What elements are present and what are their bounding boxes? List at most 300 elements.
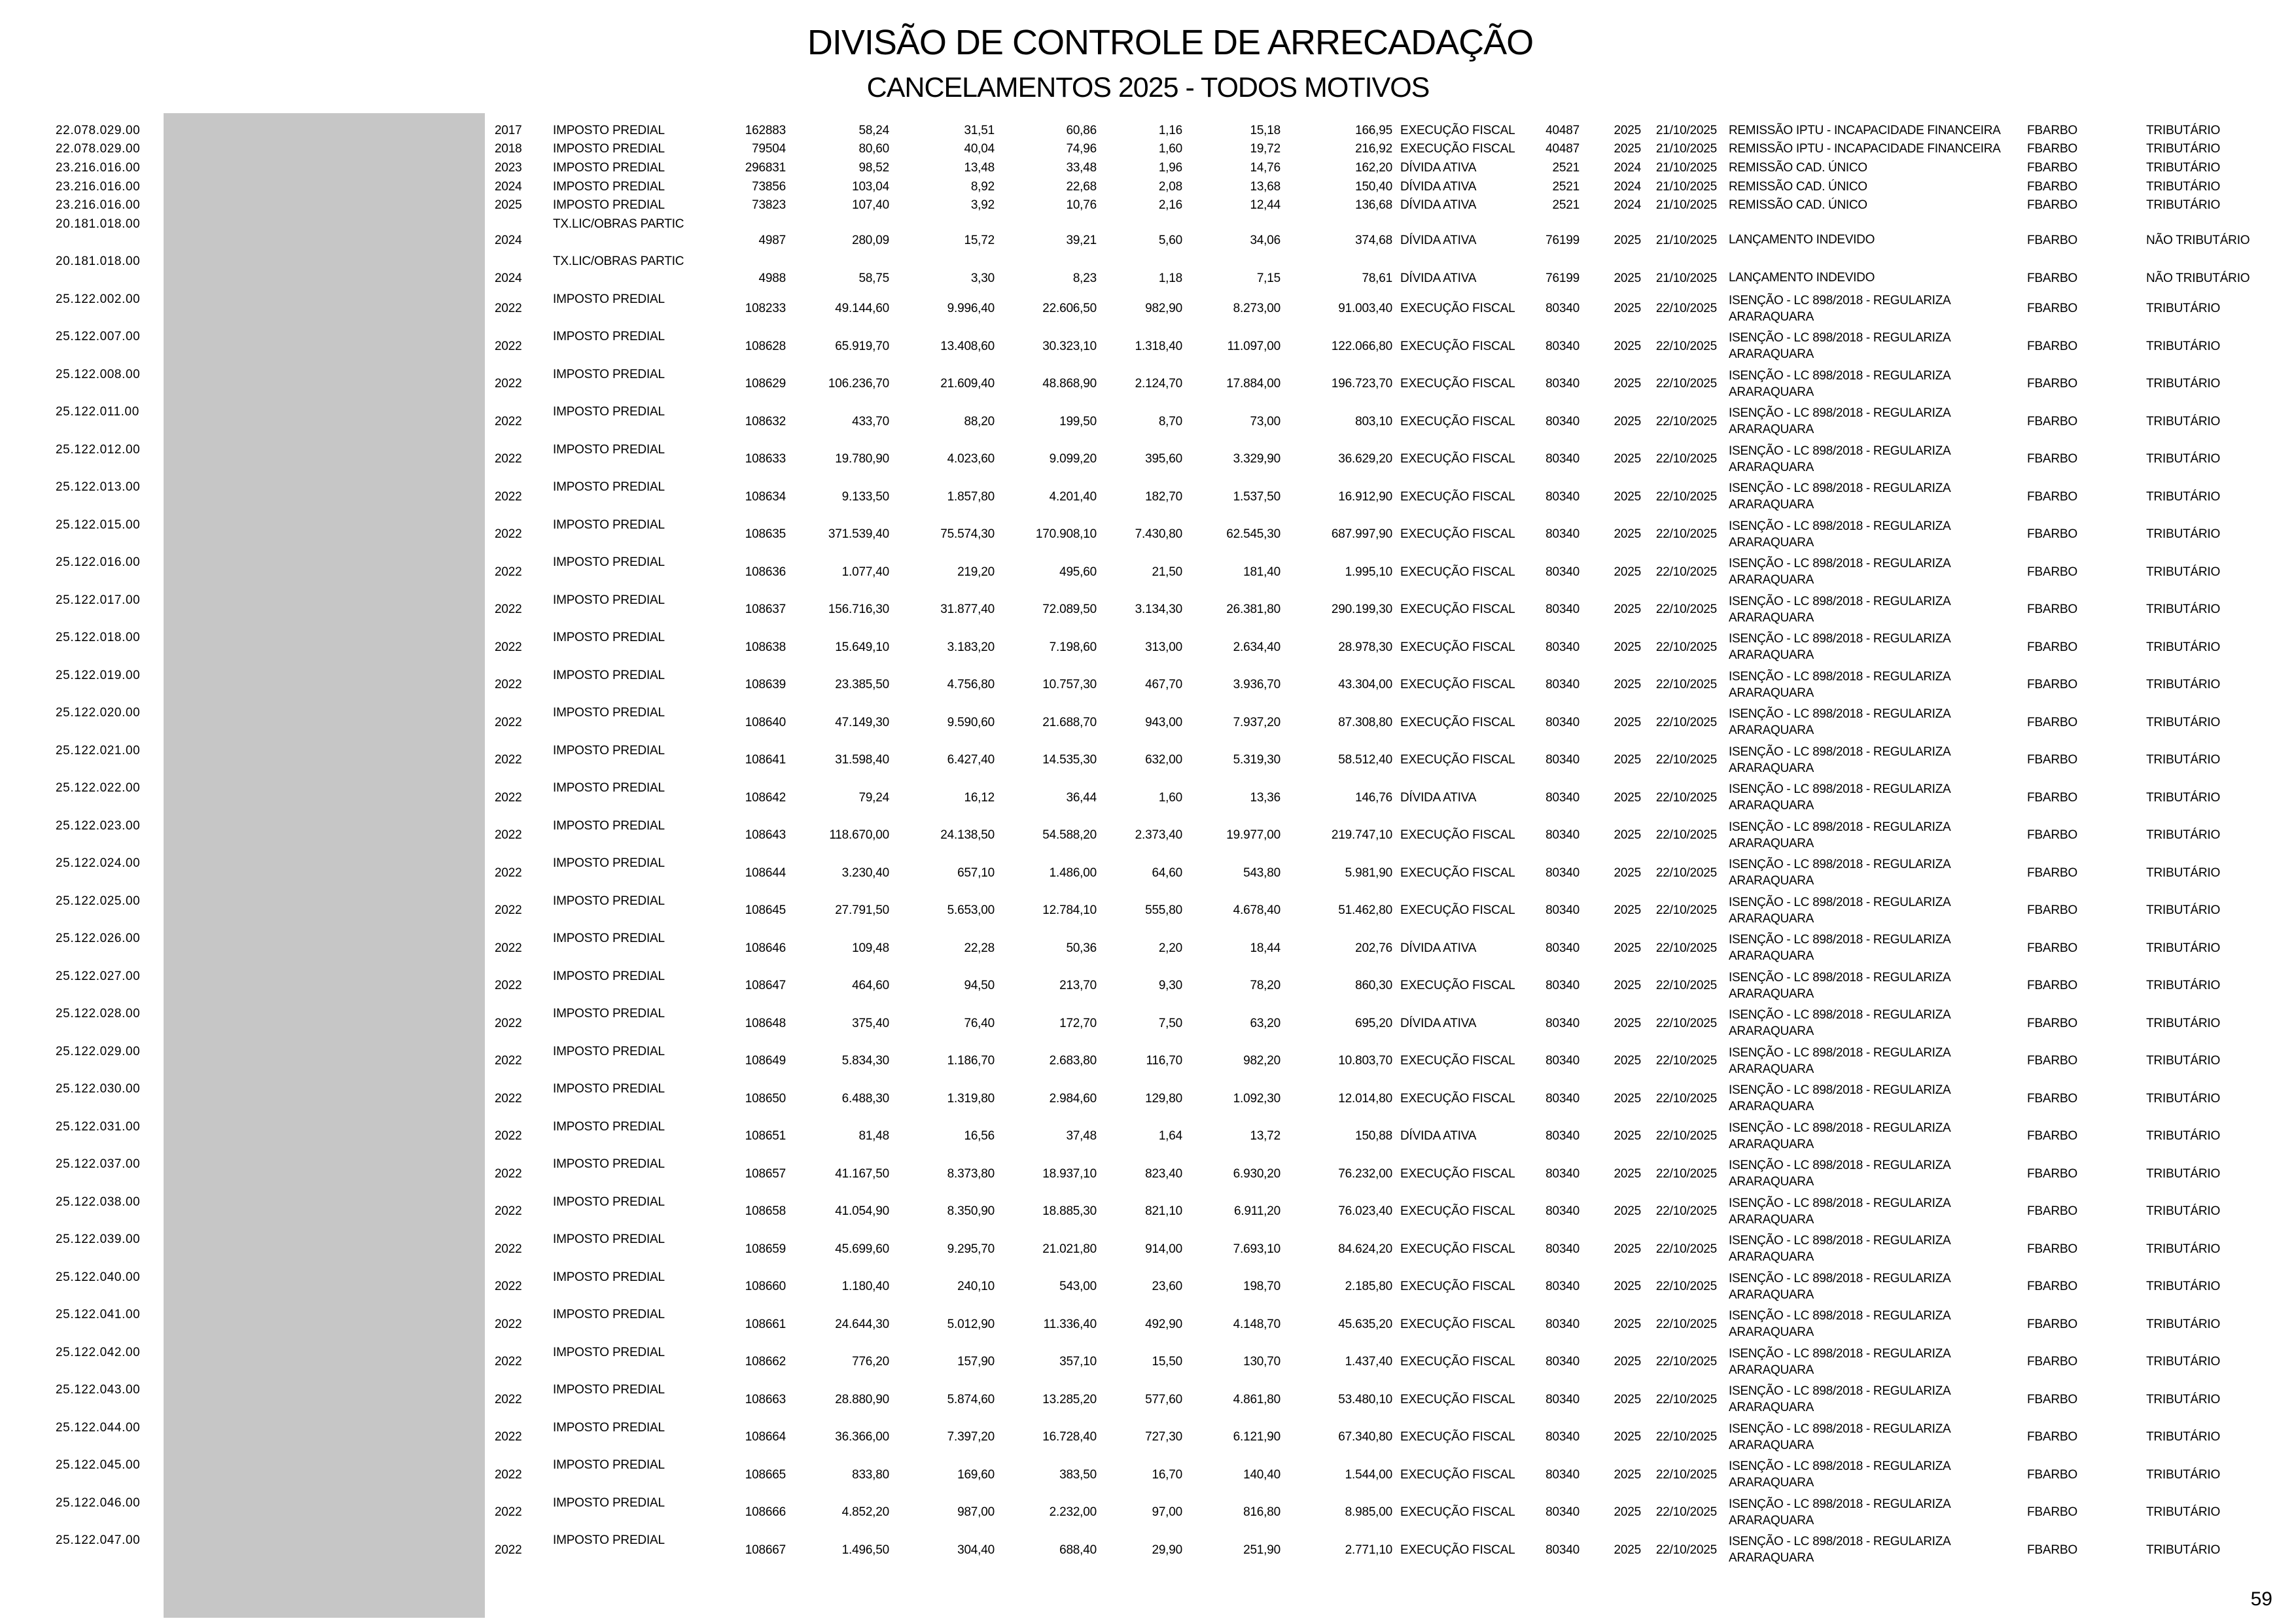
lancamento-cell: 4987 <box>758 234 786 248</box>
total-cell: 53.480,10 <box>1338 1392 1392 1406</box>
situacao-cell: EXECUÇÃO FISCAL <box>1400 339 1515 353</box>
total-cell: 374,68 <box>1355 234 1392 248</box>
valor-2-cell: 5.653,00 <box>947 903 995 918</box>
valor-principal-cell: 81,48 <box>858 1129 889 1143</box>
motivo-cell: ISENÇÃO - LC 898/2018 - REGULARIZA ARARAQUARA <box>1729 820 1951 850</box>
tributo-cell: IMPOSTO PREDIAL <box>553 367 665 381</box>
motivo-cell: ISENÇÃO - LC 898/2018 - REGULARIZA ARARAQUARA <box>1729 1234 1951 1265</box>
valor-4-cell: 1,60 <box>1158 142 1182 156</box>
table-row <box>0 1493 2296 1531</box>
motivo-cell: REMISSÃO CAD. ÚNICO <box>1729 179 1867 194</box>
valor-2-cell: 88,20 <box>964 414 995 428</box>
cadastro-cell: 25.122.038.00 <box>56 1195 141 1209</box>
valor-3-cell: 72.089,50 <box>1042 602 1097 617</box>
valor-5-cell: 140,40 <box>1243 1467 1280 1482</box>
situacao-cell: EXECUÇÃO FISCAL <box>1400 414 1515 428</box>
tipo-cell: TRIBUTÁRIO <box>2146 1016 2221 1030</box>
valor-5-cell: 13,36 <box>1250 790 1280 805</box>
motivo-cell: LANÇAMENTO INDEVIDO <box>1729 233 1875 247</box>
usuario-cell: FBARBO <box>2027 1355 2077 1369</box>
valor-principal-cell: 833,80 <box>852 1467 889 1482</box>
motivo-cell: ISENÇÃO - LC 898/2018 - REGULARIZA ARARAQUARA <box>1729 1083 1951 1114</box>
valor-5-cell: 13,72 <box>1250 1129 1280 1143</box>
total-cell: 76.232,00 <box>1338 1166 1392 1181</box>
valor-3-cell: 1.486,00 <box>1049 865 1097 880</box>
lancamento-cell: 108662 <box>745 1355 786 1369</box>
situacao-cell: EXECUÇÃO FISCAL <box>1400 1355 1515 1369</box>
valor-5-cell: 12,44 <box>1250 198 1280 213</box>
exercicio-cell: 2024 <box>495 179 522 194</box>
valor-5-cell: 181,40 <box>1243 565 1280 579</box>
processo-ano-cell: 2025 <box>1614 234 1641 248</box>
data-cancelamento-cell: 22/10/2025 <box>1655 828 1717 843</box>
exercicio-cell: 2022 <box>495 1467 522 1482</box>
data-cancelamento-cell: 22/10/2025 <box>1655 790 1717 805</box>
valor-principal-cell: 27.791,50 <box>835 903 889 918</box>
lancamento-cell: 108648 <box>745 1016 786 1030</box>
situacao-cell: EXECUÇÃO FISCAL <box>1400 753 1515 767</box>
situacao-cell: DÍVIDA ATIVA <box>1400 198 1477 213</box>
valor-4-cell: 492,90 <box>1145 1317 1182 1331</box>
valor-3-cell: 13.285,20 <box>1042 1392 1097 1406</box>
processo-ano-cell: 2025 <box>1614 828 1641 843</box>
total-cell: 1.437,40 <box>1345 1355 1392 1369</box>
table-row <box>0 929 2296 967</box>
table-row <box>0 215 2296 253</box>
situacao-cell: DÍVIDA ATIVA <box>1400 790 1477 805</box>
valor-4-cell: 467,70 <box>1145 678 1182 692</box>
valor-principal-cell: 58,24 <box>858 123 889 137</box>
valor-principal-cell: 98,52 <box>858 160 889 175</box>
lancamento-cell: 108641 <box>745 753 786 767</box>
valor-5-cell: 7.693,10 <box>1233 1242 1280 1256</box>
valor-3-cell: 688,40 <box>1059 1543 1097 1557</box>
lancamento-cell: 73856 <box>752 179 786 194</box>
processo-ano-cell: 2025 <box>1614 527 1641 542</box>
usuario-cell: FBARBO <box>2027 640 2077 654</box>
total-cell: 1.544,00 <box>1345 1467 1392 1482</box>
valor-2-cell: 94,50 <box>964 979 995 993</box>
cadastro-cell: 20.181.018.00 <box>56 217 141 231</box>
valor-4-cell: 943,00 <box>1145 715 1182 729</box>
total-cell: 146,76 <box>1355 790 1392 805</box>
valor-principal-cell: 776,20 <box>852 1355 889 1369</box>
lancamento-cell: 108647 <box>745 979 786 993</box>
tributo-cell: IMPOSTO PREDIAL <box>553 706 665 720</box>
valor-principal-cell: 41.167,50 <box>835 1166 889 1181</box>
data-cancelamento-cell: 22/10/2025 <box>1655 941 1717 955</box>
data-cancelamento-cell: 22/10/2025 <box>1655 678 1717 692</box>
total-cell: 202,76 <box>1355 941 1392 955</box>
data-cancelamento-cell: 21/10/2025 <box>1655 198 1717 213</box>
usuario-cell: FBARBO <box>2027 1204 2077 1219</box>
valor-5-cell: 73,00 <box>1250 414 1280 428</box>
exercicio-cell: 2022 <box>495 339 522 353</box>
valor-3-cell: 10.757,30 <box>1042 678 1097 692</box>
cadastro-cell: 25.122.011.00 <box>56 405 139 419</box>
valor-5-cell: 1.537,50 <box>1233 489 1280 504</box>
tributo-cell: IMPOSTO PREDIAL <box>553 969 665 983</box>
tipo-cell: TRIBUTÁRIO <box>2146 941 2221 955</box>
situacao-cell: EXECUÇÃO FISCAL <box>1400 302 1515 316</box>
processo-cell: 40487 <box>1545 142 1580 156</box>
valor-2-cell: 219,20 <box>957 565 995 579</box>
usuario-cell: FBARBO <box>2027 941 2077 955</box>
situacao-cell: EXECUÇÃO FISCAL <box>1400 979 1515 993</box>
cadastro-cell: 25.122.023.00 <box>56 818 141 833</box>
exercicio-cell: 2022 <box>495 377 522 391</box>
valor-principal-cell: 107,40 <box>852 198 889 213</box>
tipo-cell: TRIBUTÁRIO <box>2146 142 2221 156</box>
processo-cell: 80340 <box>1545 941 1580 955</box>
exercicio-cell: 2022 <box>495 903 522 918</box>
valor-4-cell: 5,60 <box>1158 234 1182 248</box>
valor-2-cell: 9.295,70 <box>947 1242 995 1256</box>
data-cancelamento-cell: 22/10/2025 <box>1655 602 1717 617</box>
table-row <box>0 1117 2296 1155</box>
valor-principal-cell: 41.054,90 <box>835 1204 889 1219</box>
tipo-cell: TRIBUTÁRIO <box>2146 1242 2221 1256</box>
valor-3-cell: 357,10 <box>1059 1355 1097 1369</box>
motivo-cell: ISENÇÃO - LC 898/2018 - REGULARIZA ARARAQUARA <box>1729 1422 1951 1452</box>
valor-3-cell: 48.868,90 <box>1042 377 1097 391</box>
tributo-cell: IMPOSTO PREDIAL <box>553 631 665 645</box>
cadastro-cell: 25.122.022.00 <box>56 781 141 795</box>
tributo-cell: IMPOSTO PREDIAL <box>553 1007 665 1021</box>
tipo-cell: TRIBUTÁRIO <box>2146 678 2221 692</box>
table-row <box>0 1004 2296 1042</box>
processo-cell: 76199 <box>1545 271 1580 285</box>
total-cell: 122.066,80 <box>1331 339 1392 353</box>
lancamento-cell: 108233 <box>745 302 786 316</box>
data-cancelamento-cell: 22/10/2025 <box>1655 1242 1717 1256</box>
exercicio-cell: 2022 <box>495 753 522 767</box>
motivo-cell: ISENÇÃO - LC 898/2018 - REGULARIZA ARARAQUARA <box>1729 744 1951 775</box>
data-cancelamento-cell: 22/10/2025 <box>1655 715 1717 729</box>
data-cancelamento-cell: 21/10/2025 <box>1655 271 1717 285</box>
data-cancelamento-cell: 22/10/2025 <box>1655 414 1717 428</box>
valor-2-cell: 16,12 <box>964 790 995 805</box>
valor-3-cell: 21.021,80 <box>1042 1242 1097 1256</box>
valor-5-cell: 78,20 <box>1250 979 1280 993</box>
exercicio-cell: 2022 <box>495 1129 522 1143</box>
valor-2-cell: 1.319,80 <box>947 1091 995 1106</box>
processo-ano-cell: 2025 <box>1614 979 1641 993</box>
motivo-cell: ISENÇÃO - LC 898/2018 - REGULARIZA ARARAQUARA <box>1729 1045 1951 1076</box>
situacao-cell: EXECUÇÃO FISCAL <box>1400 678 1515 692</box>
tipo-cell: TRIBUTÁRIO <box>2146 302 2221 316</box>
tipo-cell: TRIBUTÁRIO <box>2146 414 2221 428</box>
valor-2-cell: 21.609,40 <box>940 377 995 391</box>
lancamento-cell: 108660 <box>745 1280 786 1294</box>
valor-4-cell: 15,50 <box>1152 1355 1182 1369</box>
tributo-cell: IMPOSTO PREDIAL <box>553 1495 665 1510</box>
exercicio-cell: 2022 <box>495 979 522 993</box>
valor-3-cell: 383,50 <box>1059 1467 1097 1482</box>
tributo-cell: IMPOSTO PREDIAL <box>553 1345 665 1359</box>
tributo-cell: TX.LIC/OBRAS PARTIC <box>553 217 684 231</box>
tributo-cell: IMPOSTO PREDIAL <box>553 1195 665 1209</box>
cadastro-cell: 25.122.020.00 <box>56 706 141 720</box>
processo-cell: 80340 <box>1545 1091 1580 1106</box>
valor-4-cell: 577,60 <box>1145 1392 1182 1406</box>
usuario-cell: FBARBO <box>2027 142 2077 156</box>
tributo-cell: IMPOSTO PREDIAL <box>553 894 665 908</box>
valor-4-cell: 97,00 <box>1152 1505 1182 1520</box>
data-cancelamento-cell: 22/10/2025 <box>1655 1054 1717 1068</box>
cadastro-cell: 25.122.042.00 <box>56 1345 141 1359</box>
valor-3-cell: 36,44 <box>1066 790 1097 805</box>
cadastro-cell: 25.122.046.00 <box>56 1495 141 1510</box>
tributo-cell: IMPOSTO PREDIAL <box>553 593 665 607</box>
valor-principal-cell: 1.496,50 <box>841 1543 889 1557</box>
valor-2-cell: 3,92 <box>970 198 995 213</box>
situacao-cell: EXECUÇÃO FISCAL <box>1400 1543 1515 1557</box>
valor-4-cell: 129,80 <box>1145 1091 1182 1106</box>
total-cell: 136,68 <box>1355 198 1392 213</box>
table-row <box>0 177 2296 196</box>
lancamento-cell: 108632 <box>745 414 786 428</box>
tipo-cell: TRIBUTÁRIO <box>2146 753 2221 767</box>
processo-cell: 80340 <box>1545 790 1580 805</box>
situacao-cell: EXECUÇÃO FISCAL <box>1400 1091 1515 1106</box>
motivo-cell: ISENÇÃO - LC 898/2018 - REGULARIZA ARARAQUARA <box>1729 519 1951 550</box>
tributo-cell: IMPOSTO PREDIAL <box>553 1044 665 1058</box>
tipo-cell: TRIBUTÁRIO <box>2146 1543 2221 1557</box>
situacao-cell: EXECUÇÃO FISCAL <box>1400 1467 1515 1482</box>
valor-2-cell: 40,04 <box>964 142 995 156</box>
usuario-cell: FBARBO <box>2027 302 2077 316</box>
total-cell: 84.624,20 <box>1338 1242 1392 1256</box>
exercicio-cell: 2022 <box>495 790 522 805</box>
valor-principal-cell: 49.144,60 <box>835 302 889 316</box>
data-cancelamento-cell: 22/10/2025 <box>1655 903 1717 918</box>
lancamento-cell: 108634 <box>745 489 786 504</box>
cancellations-table <box>0 121 2296 1569</box>
tipo-cell: TRIBUTÁRIO <box>2146 452 2221 466</box>
lancamento-cell: 108643 <box>745 828 786 843</box>
exercicio-cell: 2022 <box>495 414 522 428</box>
tipo-cell: TRIBUTÁRIO <box>2146 1280 2221 1294</box>
situacao-cell: EXECUÇÃO FISCAL <box>1400 489 1515 504</box>
valor-4-cell: 313,00 <box>1145 640 1182 654</box>
usuario-cell: FBARBO <box>2027 489 2077 504</box>
tipo-cell: TRIBUTÁRIO <box>2146 1166 2221 1181</box>
processo-cell: 80340 <box>1545 1505 1580 1520</box>
table-row <box>0 1193 2296 1230</box>
total-cell: 8.985,00 <box>1345 1505 1392 1520</box>
situacao-cell: EXECUÇÃO FISCAL <box>1400 123 1515 137</box>
valor-3-cell: 21.688,70 <box>1042 715 1097 729</box>
valor-3-cell: 2.683,80 <box>1049 1054 1097 1068</box>
tipo-cell: TRIBUTÁRIO <box>2146 1430 2221 1444</box>
cadastro-cell: 25.122.029.00 <box>56 1044 141 1058</box>
situacao-cell: EXECUÇÃO FISCAL <box>1400 1430 1515 1444</box>
table-row <box>0 1380 2296 1418</box>
valor-5-cell: 15,18 <box>1250 123 1280 137</box>
tributo-cell: IMPOSTO PREDIAL <box>553 1082 665 1096</box>
total-cell: 91.003,40 <box>1338 302 1392 316</box>
processo-cell: 40487 <box>1545 123 1580 137</box>
valor-3-cell: 14.535,30 <box>1042 753 1097 767</box>
processo-cell: 80340 <box>1545 414 1580 428</box>
tributo-cell: IMPOSTO PREDIAL <box>553 1458 665 1473</box>
valor-principal-cell: 103,04 <box>852 179 889 194</box>
valor-3-cell: 22,68 <box>1066 179 1097 194</box>
processo-ano-cell: 2025 <box>1614 452 1641 466</box>
valor-2-cell: 169,60 <box>957 1467 995 1482</box>
exercicio-cell: 2022 <box>495 1016 522 1030</box>
lancamento-cell: 108665 <box>745 1467 786 1482</box>
tipo-cell: TRIBUTÁRIO <box>2146 828 2221 843</box>
motivo-cell: ISENÇÃO - LC 898/2018 - REGULARIZA ARARAQUARA <box>1729 1121 1951 1151</box>
valor-4-cell: 2.373,40 <box>1135 828 1182 843</box>
table-row <box>0 1268 2296 1306</box>
valor-4-cell: 555,80 <box>1145 903 1182 918</box>
valor-5-cell: 8.273,00 <box>1233 302 1280 316</box>
total-cell: 150,88 <box>1355 1129 1392 1143</box>
data-cancelamento-cell: 22/10/2025 <box>1655 527 1717 542</box>
valor-2-cell: 7.397,20 <box>947 1430 995 1444</box>
motivo-cell: ISENÇÃO - LC 898/2018 - REGULARIZA ARARAQUARA <box>1729 331 1951 362</box>
valor-principal-cell: 109,48 <box>852 941 889 955</box>
situacao-cell: EXECUÇÃO FISCAL <box>1400 602 1515 617</box>
processo-ano-cell: 2025 <box>1614 678 1641 692</box>
valor-5-cell: 26.381,80 <box>1226 602 1280 617</box>
tipo-cell: TRIBUTÁRIO <box>2146 1204 2221 1219</box>
data-cancelamento-cell: 21/10/2025 <box>1655 142 1717 156</box>
situacao-cell: DÍVIDA ATIVA <box>1400 271 1477 285</box>
situacao-cell: EXECUÇÃO FISCAL <box>1400 640 1515 654</box>
usuario-cell: FBARBO <box>2027 123 2077 137</box>
tributo-cell: IMPOSTO PREDIAL <box>553 1232 665 1247</box>
cadastro-cell: 20.181.018.00 <box>56 254 141 269</box>
processo-cell: 80340 <box>1545 1204 1580 1219</box>
processo-cell: 80340 <box>1545 903 1580 918</box>
cadastro-cell: 25.122.039.00 <box>56 1232 141 1247</box>
table-row <box>0 1305 2296 1343</box>
valor-5-cell: 7,15 <box>1256 271 1280 285</box>
valor-5-cell: 4.861,80 <box>1233 1392 1280 1406</box>
valor-4-cell: 2,08 <box>1158 179 1182 194</box>
valor-3-cell: 2.984,60 <box>1049 1091 1097 1106</box>
valor-2-cell: 1.186,70 <box>947 1054 995 1068</box>
cadastro-cell: 25.122.008.00 <box>56 367 141 381</box>
valor-principal-cell: 45.699,60 <box>835 1242 889 1256</box>
data-cancelamento-cell: 21/10/2025 <box>1655 234 1717 248</box>
valor-principal-cell: 80,60 <box>858 142 889 156</box>
processo-cell: 76199 <box>1545 234 1580 248</box>
total-cell: 12.014,80 <box>1338 1091 1392 1106</box>
valor-5-cell: 62.545,30 <box>1226 527 1280 542</box>
situacao-cell: EXECUÇÃO FISCAL <box>1400 715 1515 729</box>
valor-4-cell: 116,70 <box>1146 1054 1182 1068</box>
processo-ano-cell: 2025 <box>1614 753 1641 767</box>
valor-3-cell: 60,86 <box>1066 123 1097 137</box>
valor-2-cell: 75.574,30 <box>940 527 995 542</box>
valor-2-cell: 5.874,60 <box>947 1392 995 1406</box>
valor-4-cell: 9,30 <box>1158 979 1182 993</box>
tributo-cell: IMPOSTO PREDIAL <box>553 330 665 344</box>
situacao-cell: EXECUÇÃO FISCAL <box>1400 865 1515 880</box>
motivo-cell: ISENÇÃO - LC 898/2018 - REGULARIZA ARARAQUARA <box>1729 895 1951 926</box>
processo-ano-cell: 2025 <box>1614 302 1641 316</box>
cadastro-cell: 25.122.037.00 <box>56 1157 141 1172</box>
lancamento-cell: 108639 <box>745 678 786 692</box>
motivo-cell: ISENÇÃO - LC 898/2018 - REGULARIZA ARARAQUARA <box>1729 1196 1951 1227</box>
tipo-cell: TRIBUTÁRIO <box>2146 979 2221 993</box>
processo-ano-cell: 2025 <box>1614 377 1641 391</box>
processo-ano-cell: 2025 <box>1614 1129 1641 1143</box>
valor-principal-cell: 1.180,40 <box>841 1280 889 1294</box>
table-row <box>0 591 2296 629</box>
valor-3-cell: 9.099,20 <box>1049 452 1097 466</box>
tipo-cell: TRIBUTÁRIO <box>2146 865 2221 880</box>
processo-cell: 80340 <box>1545 640 1580 654</box>
usuario-cell: FBARBO <box>2027 1392 2077 1406</box>
valor-2-cell: 76,40 <box>964 1016 995 1030</box>
exercicio-cell: 2018 <box>495 142 522 156</box>
valor-2-cell: 31,51 <box>964 123 995 137</box>
exercicio-cell: 2022 <box>495 1355 522 1369</box>
processo-cell: 80340 <box>1545 1317 1580 1331</box>
table-row <box>0 327 2296 365</box>
processo-cell: 80340 <box>1545 377 1580 391</box>
total-cell: 1.995,10 <box>1345 565 1392 579</box>
valor-4-cell: 21,50 <box>1152 565 1182 579</box>
exercicio-cell: 2023 <box>495 160 522 175</box>
data-cancelamento-cell: 22/10/2025 <box>1655 1317 1717 1331</box>
cadastro-cell: 25.122.017.00 <box>56 593 141 607</box>
data-cancelamento-cell: 22/10/2025 <box>1655 302 1717 316</box>
valor-principal-cell: 31.598,40 <box>835 753 889 767</box>
exercicio-cell: 2022 <box>495 865 522 880</box>
motivo-cell: REMISSÃO IPTU - INCAPACIDADE FINANCEIRA <box>1729 142 2001 156</box>
situacao-cell: DÍVIDA ATIVA <box>1400 941 1477 955</box>
valor-4-cell: 821,10 <box>1145 1204 1182 1219</box>
exercicio-cell: 2022 <box>495 602 522 617</box>
processo-cell: 80340 <box>1545 565 1580 579</box>
situacao-cell: EXECUÇÃO FISCAL <box>1400 1505 1515 1520</box>
motivo-cell: ISENÇÃO - LC 898/2018 - REGULARIZA ARARAQUARA <box>1729 858 1951 888</box>
tipo-cell: TRIBUTÁRIO <box>2146 1467 2221 1482</box>
valor-2-cell: 304,40 <box>957 1543 995 1557</box>
data-cancelamento-cell: 22/10/2025 <box>1655 1129 1717 1143</box>
valor-2-cell: 8.350,90 <box>947 1204 995 1219</box>
valor-4-cell: 395,60 <box>1145 452 1182 466</box>
valor-principal-cell: 65.919,70 <box>835 339 889 353</box>
valor-2-cell: 4.023,60 <box>947 452 995 466</box>
valor-2-cell: 15,72 <box>964 234 995 248</box>
total-cell: 2.771,10 <box>1345 1543 1392 1557</box>
valor-5-cell: 63,20 <box>1250 1016 1280 1030</box>
processo-ano-cell: 2025 <box>1614 1280 1641 1294</box>
tributo-cell: IMPOSTO PREDIAL <box>553 1383 665 1397</box>
valor-3-cell: 74,96 <box>1066 142 1097 156</box>
tributo-cell: IMPOSTO PREDIAL <box>553 1157 665 1172</box>
tributo-cell: IMPOSTO PREDIAL <box>553 160 665 175</box>
processo-ano-cell: 2025 <box>1614 790 1641 805</box>
valor-principal-cell: 79,24 <box>858 790 889 805</box>
situacao-cell: EXECUÇÃO FISCAL <box>1400 1280 1515 1294</box>
situacao-cell: EXECUÇÃO FISCAL <box>1400 1166 1515 1181</box>
data-cancelamento-cell: 21/10/2025 <box>1655 179 1717 194</box>
valor-2-cell: 3,30 <box>970 271 995 285</box>
valor-5-cell: 34,06 <box>1250 234 1280 248</box>
total-cell: 219.747,10 <box>1331 828 1392 843</box>
valor-4-cell: 1,96 <box>1158 160 1182 175</box>
motivo-cell: ISENÇÃO - LC 898/2018 - REGULARIZA ARARAQUARA <box>1729 782 1951 813</box>
